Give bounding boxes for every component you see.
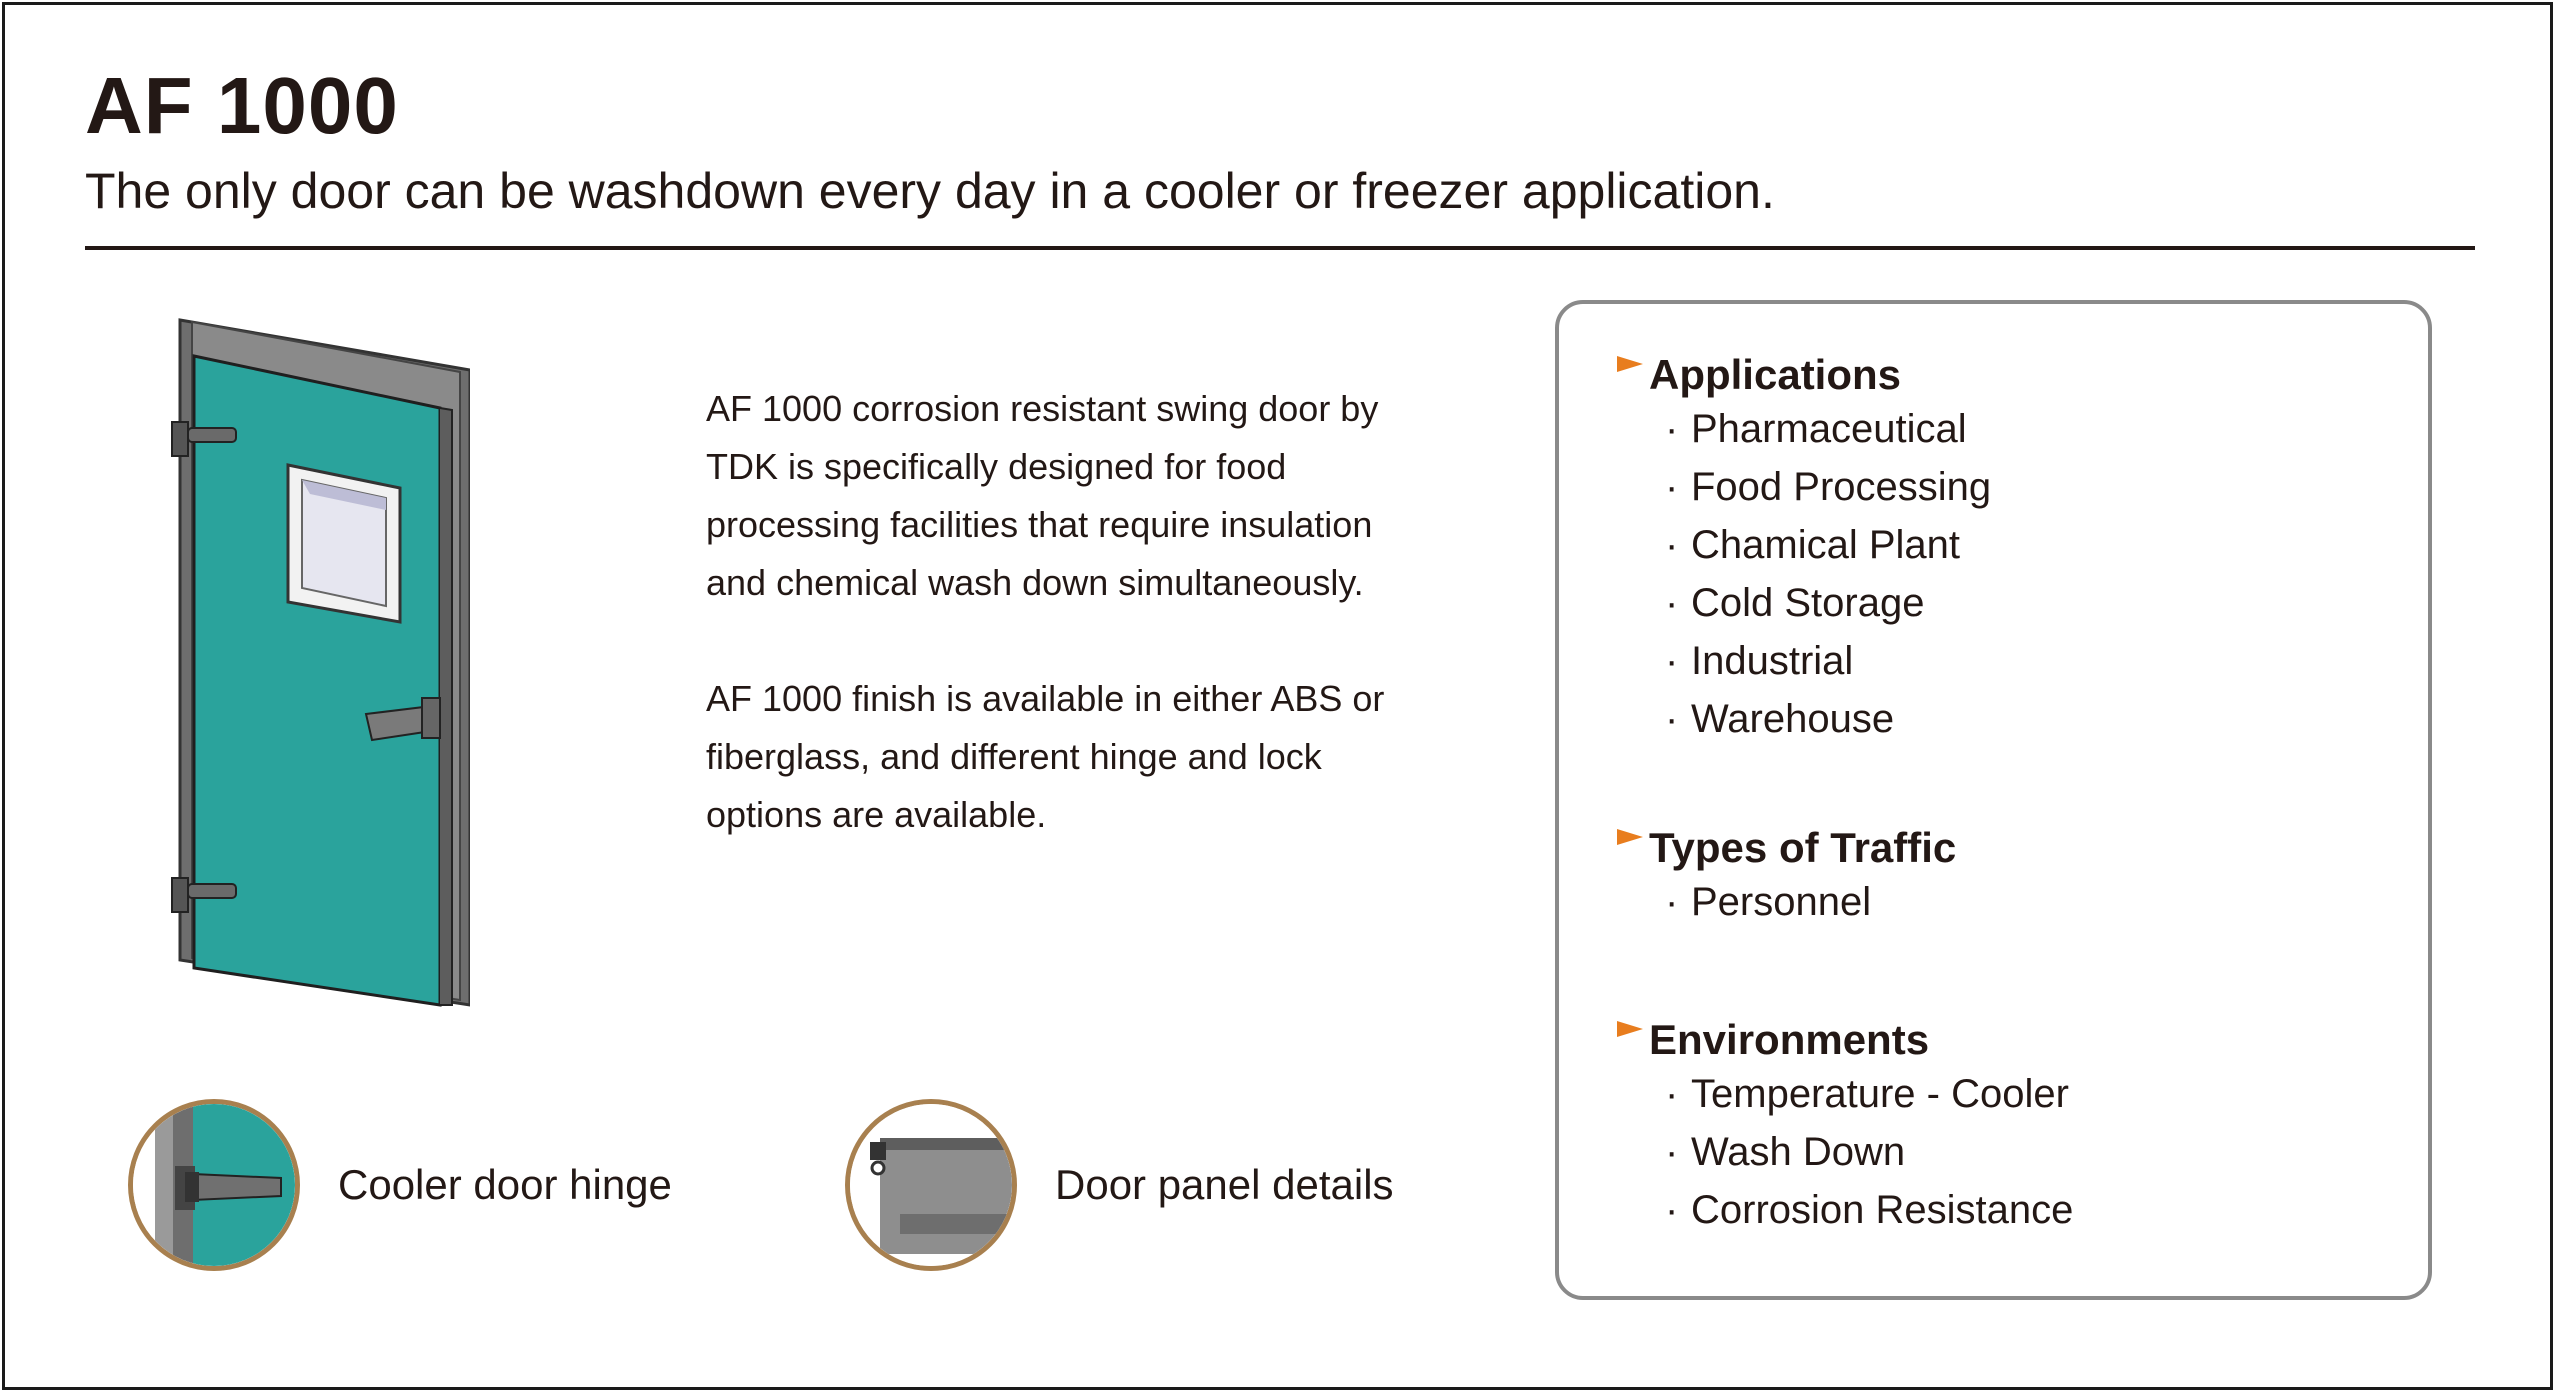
- environments-section: [1617, 1015, 2073, 1239]
- orange-arrow-icon: [1617, 356, 1643, 372]
- list-item: · Warehouse: [1665, 697, 1895, 741]
- list-item: · Wash Down: [1665, 1130, 1906, 1174]
- list-item: · Food Processing: [1665, 465, 1992, 509]
- applications-title: Applications: [1649, 351, 1902, 398]
- description-paragraph-1: AF 1000 corrosion resistant swing door by TDK is specifically designed for food processing facilities that require insulation and chemical wash down simultaneously.: [706, 388, 1379, 603]
- hinge-detail-label: Cooler door hinge: [338, 1161, 672, 1208]
- applications-section: [1617, 350, 1991, 748]
- list-item: · Pharmaceutical: [1665, 407, 1967, 451]
- list-item: · Temperature - Cooler: [1665, 1072, 2069, 1116]
- page-subtitle: The only door can be washdown every day in a cooler or freezer application.: [85, 163, 1775, 219]
- page-title: AF 1000: [85, 61, 399, 150]
- orange-arrow-icon: [1617, 829, 1643, 845]
- product-description: [706, 380, 1386, 902]
- list-item: · Personnel: [1665, 880, 1872, 924]
- traffic-title: Types of Traffic: [1649, 824, 1957, 871]
- specs-panel: [1555, 300, 2432, 1300]
- environments-title: Environments: [1649, 1016, 1930, 1063]
- header-divider: [85, 246, 2475, 250]
- description-paragraph-2: AF 1000 finish is available in either ABS or fiberglass, and different hinge and lock options are available.: [706, 678, 1385, 835]
- list-item: · Industrial: [1665, 639, 1854, 683]
- door-illustration: [160, 300, 470, 1020]
- list-item: · Cold Storage: [1665, 581, 1925, 625]
- panel-detail-label: Door panel details: [1055, 1161, 1394, 1208]
- panel-detail-icon: [845, 1099, 1017, 1271]
- hinge-detail-icon: [128, 1099, 300, 1271]
- list-item: · Chamical Plant: [1665, 523, 1961, 567]
- list-item: · Corrosion Resistance: [1665, 1188, 2074, 1232]
- orange-arrow-icon: [1617, 1021, 1643, 1037]
- detail-hinge: [128, 1099, 672, 1271]
- detail-panel: [845, 1099, 1394, 1271]
- traffic-section: [1617, 823, 1956, 931]
